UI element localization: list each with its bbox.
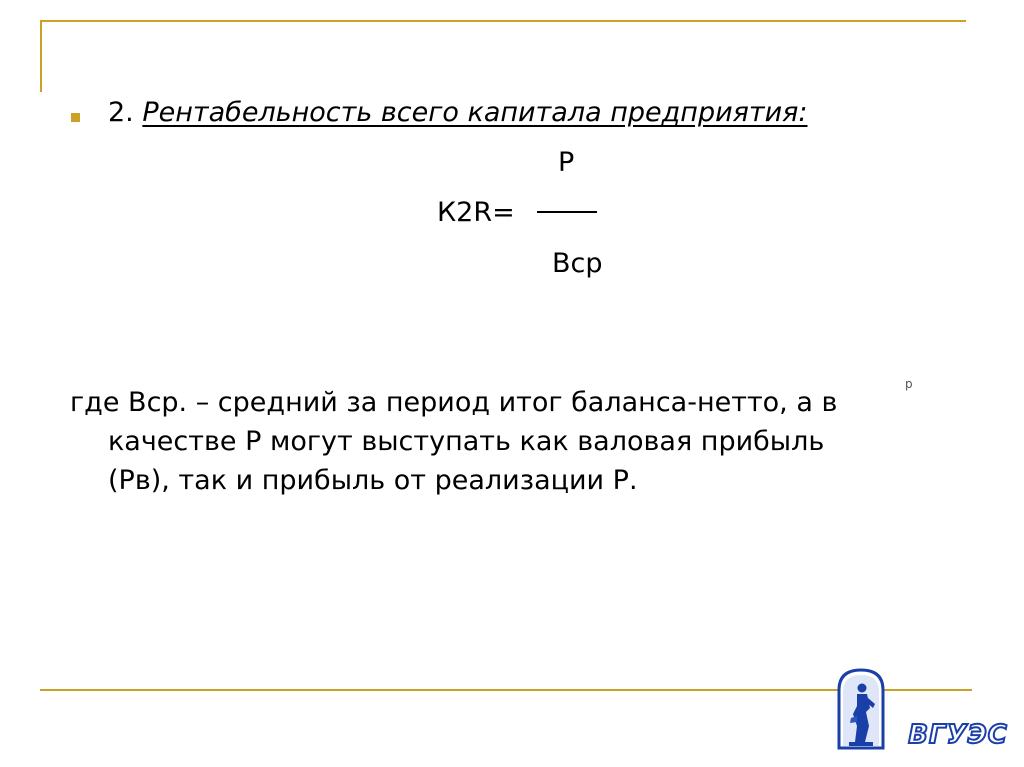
top-divider <box>40 20 966 22</box>
explanation-paragraph <box>70 383 930 500</box>
explanation-line-1: где Вср. – средний за период итог баланса-нетто, а в <box>70 387 838 418</box>
section-heading <box>108 96 808 130</box>
bottom-divider <box>40 689 972 691</box>
heading-title: Рентабельность всего капитала предприятия: <box>142 97 808 128</box>
left-accent-bar <box>40 20 42 92</box>
university-emblem-icon <box>835 668 887 750</box>
bullet-marker <box>71 113 80 122</box>
formula-denominator: Вср <box>552 248 603 279</box>
formula-lhs: К2R= <box>437 197 515 228</box>
formula-numerator: P <box>558 147 575 178</box>
explanation-line-2: качестве Р могут выступать как валовая прибыль <box>108 426 825 457</box>
logo-wordmark-text: ВГУЭС <box>908 720 1008 750</box>
heading-number: 2. <box>108 97 134 128</box>
stray-marker: р <box>905 377 913 391</box>
explanation-line-3: (Рв), так и прибыль от реализации Р. <box>108 465 638 496</box>
university-logo-wordmark <box>902 712 1014 756</box>
formula-fraction-bar <box>537 211 597 213</box>
